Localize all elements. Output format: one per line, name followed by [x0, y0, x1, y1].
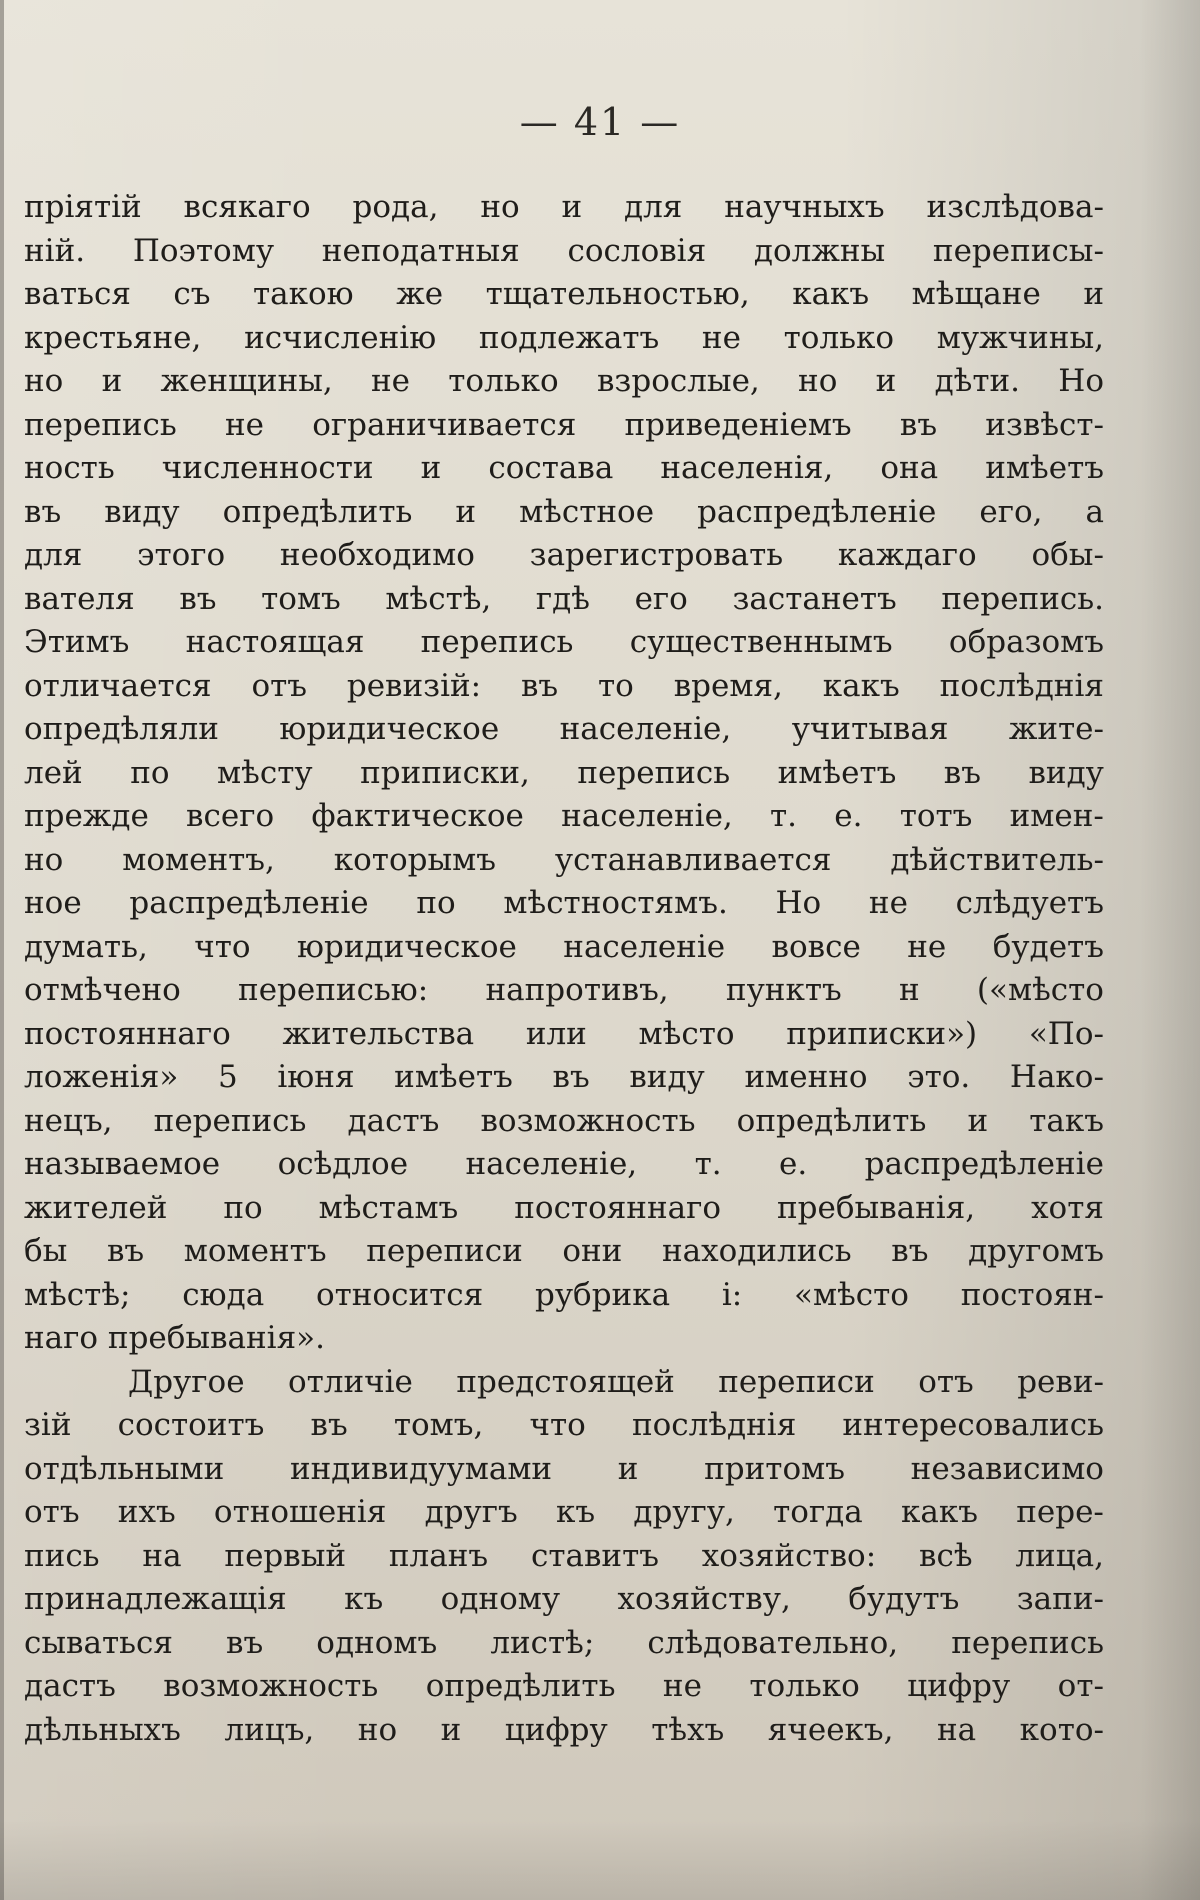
text-line: отмѣчено переписью: напротивъ, пунктъ н («мѣсто: [24, 972, 1104, 1008]
text-line: для этого необходимо зарегистровать каждаго обы-: [24, 537, 1104, 573]
text-line: нецъ, перепись дастъ возможность опредѣлить и такъ: [24, 1102, 1104, 1139]
text-line: пись на первый планъ ставитъ хозяйство: всѣ лица,: [24, 1537, 1104, 1574]
text-line: опредѣляли юридическое населеніе, учитывая жите-: [24, 711, 1104, 747]
text-line: вателя въ томъ мѣстѣ, гдѣ его застанетъ перепись.: [24, 580, 1104, 617]
text-line: ложенія» 5 іюня имѣетъ въ виду именно это. Нако-: [24, 1059, 1104, 1095]
text-line: ность численности и состава населенія, она имѣетъ: [24, 450, 1104, 486]
paragraph-last-line: наго пребыванія».: [24, 1320, 325, 1356]
text-line: сываться въ одномъ листѣ; слѣдовательно, перепись: [24, 1624, 1104, 1661]
page-right-shadow: [1140, 0, 1200, 1900]
text-line: бы въ моментъ переписи они находились въ другомъ: [24, 1233, 1104, 1269]
page-number: — 41 —: [519, 100, 681, 144]
text-line: лей по мѣсту приписки, перепись имѣетъ въ виду: [24, 754, 1104, 791]
text-line: зій состоитъ въ томъ, что послѣднія интересовались: [24, 1407, 1104, 1443]
text-line: жителей по мѣстамъ постояннаго пребыванія, хотя: [24, 1189, 1104, 1226]
text-line: ное распредѣленіе по мѣстностямъ. Но не слѣдуетъ: [24, 885, 1104, 921]
text-line: пріятій всякаго рода, но и для научныхъ изслѣдова-: [24, 189, 1104, 225]
text-line: дѣльныхъ лицъ, но и цифру тѣхъ ячеекъ, на кото-: [24, 1711, 1104, 1748]
text-line: дастъ возможность опредѣлить не только цифру от-: [24, 1668, 1104, 1704]
text-line: думать, что юридическое населеніе вовсе не будетъ: [24, 928, 1104, 965]
text-line: ній. Поэтому неподатныя сословія должны переписы-: [24, 232, 1104, 269]
text-line: называемое осѣдлое населеніе, т. е. распредѣленіе: [24, 1146, 1104, 1182]
text-line: принадлежащія къ одному хозяйству, будутъ запи-: [24, 1581, 1104, 1617]
paragraph-first-line: Другое отличіе предстоящей переписи отъ реви-: [128, 1363, 1104, 1400]
text-line: ваться съ такою же тщательностью, какъ мѣщане и: [24, 276, 1104, 312]
text-line: но и женщины, не только взрослые, но и дѣти. Но: [24, 363, 1104, 399]
page-bottom-shadow: [0, 1820, 1200, 1900]
text-line: Этимъ настоящая перепись существеннымъ образомъ: [24, 624, 1104, 660]
text-line: мѣстѣ; сюда относится рубрика і: «мѣсто постоян-: [24, 1276, 1104, 1313]
text-line: отличается отъ ревизій: въ то время, какъ послѣднія: [24, 667, 1104, 704]
text-line: крестьяне, исчисленію подлежатъ не только мужчины,: [24, 319, 1104, 356]
text-line: постояннаго жительства или мѣсто приписки») «По-: [24, 1015, 1104, 1052]
text-line: но моментъ, которымъ устанавливается дѣйствитель-: [24, 841, 1104, 878]
text-line: перепись не ограничивается приведеніемъ въ извѣст-: [24, 406, 1104, 443]
text-line: прежде всего фактическое населеніе, т. е. тотъ имен-: [24, 798, 1104, 834]
text-line: отдѣльными индивидуумами и притомъ независимо: [24, 1450, 1104, 1487]
body-text: [24, 186, 1104, 1752]
page-left-edge: [0, 0, 4, 1900]
text-line: отъ ихъ отношенія другъ къ другу, тогда какъ пере-: [24, 1494, 1104, 1530]
text-line: въ виду опредѣлить и мѣстное распредѣленіе его, а: [24, 493, 1104, 530]
